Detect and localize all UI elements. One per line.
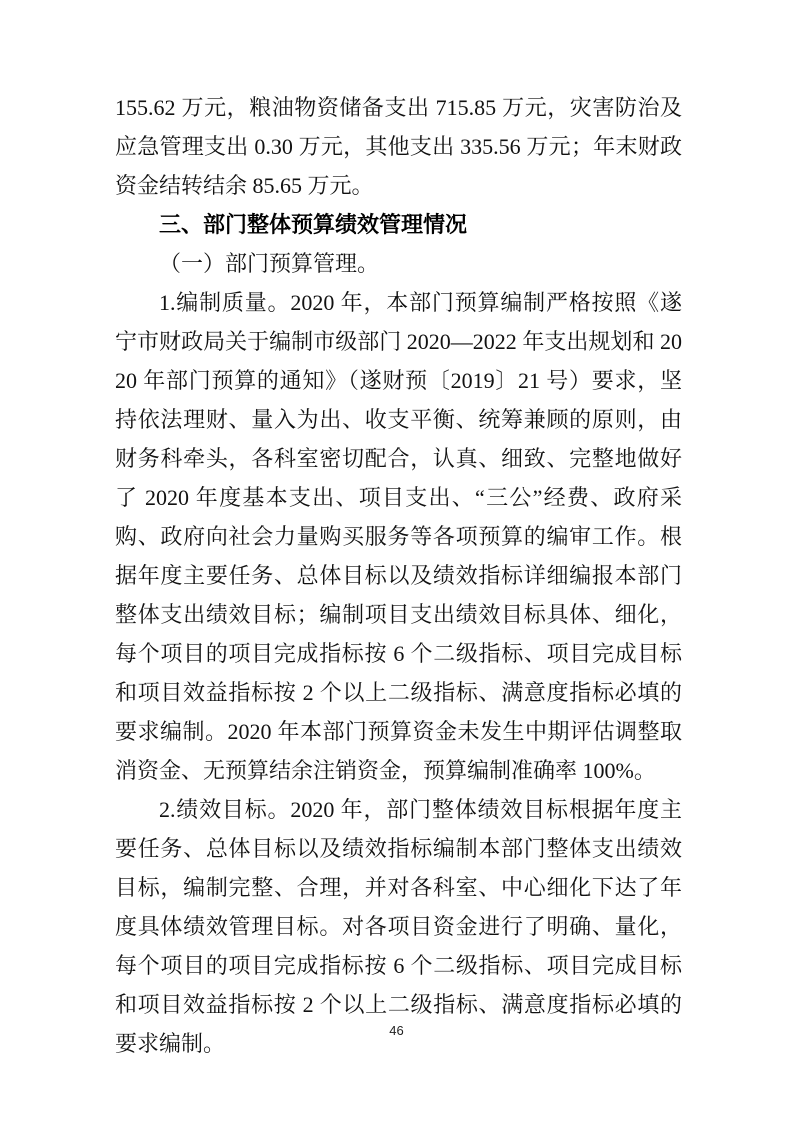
paragraph-expenditure-summary-continuation: 155.62 万元，粮油物资储备支出 715.85 万元，灾害防治及应急管理支出 0.30 万元，其他支出 335.56 万元；年末财政资金结转结余 85.65 万元。 — [115, 95, 682, 198]
subsection-heading-budget-management: （一）部门预算管理。 — [159, 251, 380, 276]
paragraph-compilation-quality: 1.编制质量。2020 年，本部门预算编制严格按照《遂宁市财政局关于编制市级部门 2020—2022 年支出规划和 2020 年部门预算的通知》（遂财预〔2019〕21 号）要求，坚持依法理财、量入为出、收支平衡、统筹兼顾的原则，由财务科牵头，各科室密切配合，认真、细致、完整地做好了 2020 年度基本支出、项目支出、“三公”经费、政府采购、政府向社会力量购买服务等各项预算的编审工作。根据年度主要任务、总体目标以及绩效指标详细编报本部门整体支出绩效目标；编制项目支出绩效目标具体、细化，每个项目的项目完成指标按 6 个二级指标、项目完成目标和项目效益指标按 2 个以上二级指标、满意度指标必填的要求编制。2020 年本部门预算资金未发生中期评估调整取消资金、无预算结余注销资金，预算编制准确率 100%。 — [115, 290, 682, 783]
document-body — [115, 88, 682, 1063]
section-heading-performance-management: 三、部门整体预算绩效管理情况 — [159, 212, 468, 237]
page-number: 46 — [389, 1023, 404, 1038]
paragraph-performance-goals: 2.绩效目标。2020 年，部门整体绩效目标根据年度主要任务、总体目标以及绩效指标编制本部门整体支出绩效目标，编制完整、合理，并对各科室、中心细化下达了年度具体绩效管理目标。对各项目资金进行了明确、量化，每个项目的项目完成指标按 6 个二级指标、项目完成目标和项目效益指标按 2 个以上二级指标、满意度指标必填的要求编制。 — [115, 797, 682, 1056]
